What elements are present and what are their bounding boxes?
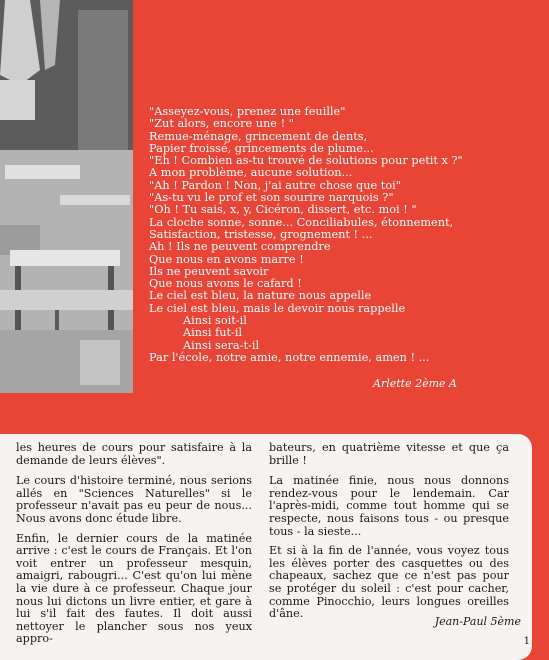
poem-line: "As-tu vu le prof et son sourire narquois ?" [149, 191, 394, 205]
page-number: 1 [523, 636, 530, 647]
poem-line: "Eh ! Combien as-tu trouvé de solutions pour petit x ?" [149, 154, 463, 168]
article-paragraph: Le cours d'histoire terminé, nous serions allés en "Sciences Naturelles" si le professeur n'avait pas eu peur de nous... Nous avons donc étude libre. [16, 474, 252, 525]
poem-line: Ainsi sera-t-il [183, 338, 260, 352]
poem-line: Ah ! Ils ne peuvent comprendre [149, 240, 331, 254]
poem-line: Le ciel est bleu, mais le devoir nous rappelle [149, 301, 406, 315]
classroom-photo-illustration [0, 0, 133, 393]
article-column-right [269, 442, 509, 628]
article-author: Jean-Paul 5ème [434, 615, 521, 628]
poem-line: Papier froissé, grincements de plume... [149, 141, 374, 155]
poem-line: "Oh ! Tu sais, x, y, Cicéron, dissert, etc. moi ! " [149, 203, 417, 217]
poem-line: Par l'école, notre amie, notre ennemie, amen ! ... [149, 350, 430, 364]
poem-line: Le ciel est bleu, la nature nous appelle [149, 289, 372, 303]
article-paragraph: La matinée finie, nous nous donnons rendez-vous pour le lendemain. Car l'après-midi, comme tout homme qui se respecte, nous faisons tous - ou presque tous - la sieste... [269, 474, 509, 538]
poem-line: Ainsi fut-il [183, 326, 243, 340]
poem-line: La cloche sonne, sonne... Conciliabules, étonnement, [149, 215, 454, 229]
article-paragraph: Et si à la fin de l'année, vous voyez tous les élèves porter des casquettes ou des chapeaux, sachez que ce n'est pas pour se protéger du soleil : c'est pour cacher, comme Pinocchio, leurs longues oreilles d'âne. [269, 544, 509, 621]
classroom-photo [0, 0, 133, 393]
poem-line: "Ah ! Pardon ! Non, j'ai autre chose que toi" [149, 178, 401, 192]
poem-line: "Zut alors, encore une ! " [149, 117, 294, 131]
poem-line: "Asseyez-vous, prenez une feuille" [149, 105, 346, 118]
poem-line: Que nous en avons marre ! [149, 252, 304, 266]
poem-line: Ils ne peuvent savoir [149, 264, 269, 278]
article-paragraph: les heures de cours pour satisfaire à la demande de leurs élèves". [16, 441, 252, 467]
poem-line: Satisfaction, tristesse, grognement ! ... [149, 227, 373, 241]
poem [149, 106, 544, 364]
poem-line: A mon problème, aucune solution... [149, 166, 353, 180]
article-paragraph: bateurs, en quatrième vitesse et que ça brille ! [269, 441, 509, 467]
poem-line: Remue-ménage, grincement de dents, [149, 129, 368, 143]
poem-line: Ainsi soit-il [183, 314, 247, 328]
poem-line: Que nous avons le cafard ! [149, 277, 302, 291]
article-column-left [16, 442, 252, 653]
article-paragraph: Enfin, le dernier cours de la matinée arrive : c'est le cours de Français. Et l'on voit entrer un professeur mesquin, amaigri, rabougri... C'est qu'on lui mène la vie dure à ce professeur. Chaque jour nous lui dictons un livre entier, et gare à lui s'il fait des fautes. Il doit aussi nettoyer le plancher sous nos yeux appro- [16, 531, 252, 646]
poem-author: Arlette 2ème A [373, 377, 457, 390]
